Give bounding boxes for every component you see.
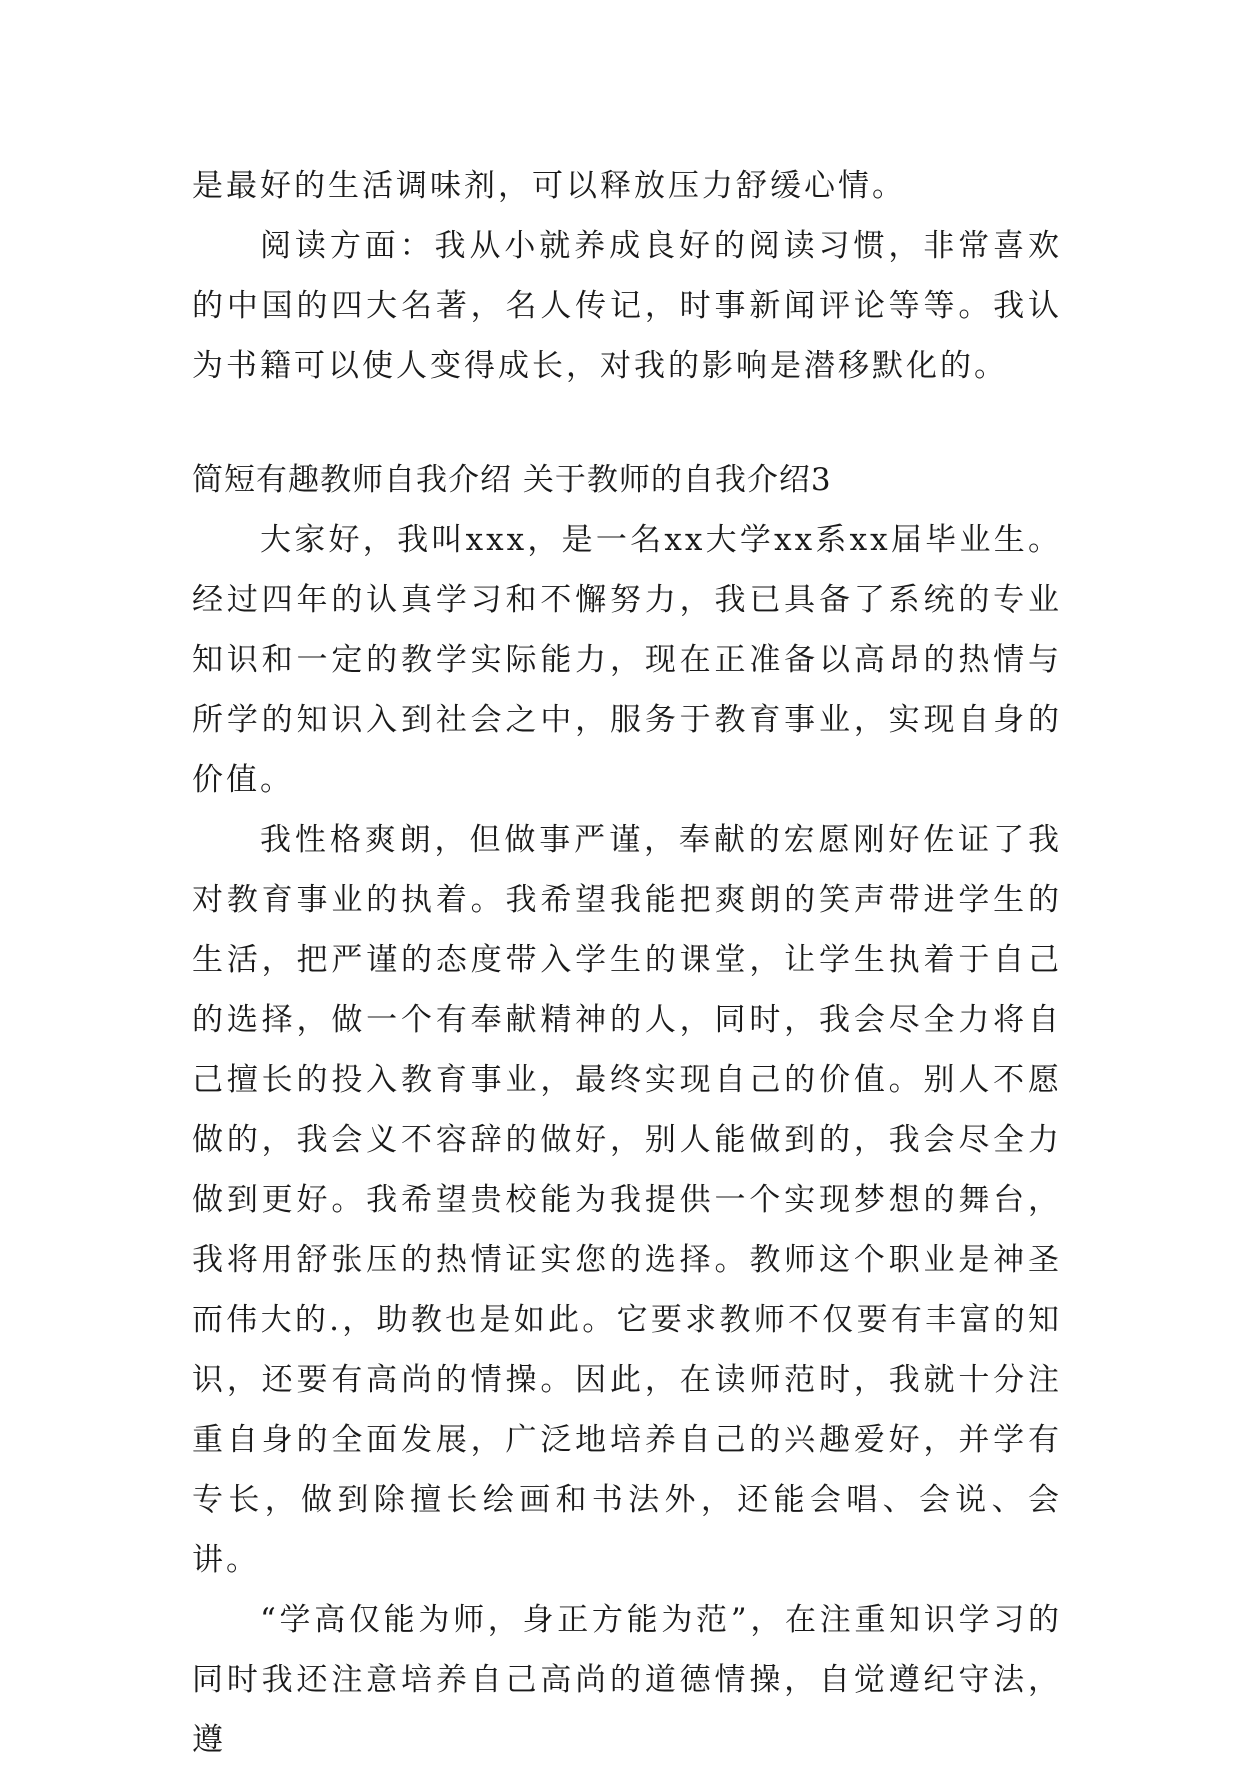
paragraph: “学高仅能为师，身正方能为范”，在注重知识学习的同时我还注意培养自己高尚的道德情操，自觉遵纪守法，遵 bbox=[192, 1602, 1062, 1758]
paragraph: 是最好的生活调味剂，可以释放压力舒缓心情。 bbox=[192, 168, 906, 204]
paragraph: 我性格爽朗，但做事严谨，奉献的宏愿刚好佐证了我对教育事业的执着。我希望我能把爽朗的笑声带进学生的生活，把严谨的态度带入学生的课堂，让学生执着于自己的选择，做一个有奉献精神的人，同时，我会尽全力将自己擅长的投入教育事业，最终实现自己的价值。别人不愿做的，我会义不容辞的做好，别人能做到的，我会尽全力做到更好。我希望贵校能为我提供一个实现梦想的舞台，我将用舒张压的热情证实您的选择。教师这个职业是神圣而伟大的.，助教也是如此。它要求教师不仅要有丰富的知识，还要有高尚的情操。因此，在读师范时，我就十分注重自身的全面发展，广泛地培养自己的兴趣爱好，并学有专长，做到除擅长绘画和书法外，还能会唱、会说、会讲。 bbox=[192, 822, 1062, 1578]
document-body bbox=[192, 156, 1062, 1770]
paragraph: 阅读方面：我从小就养成良好的阅读习惯，非常喜欢的中国的四大名著，名人传记，时事新闻评论等等。我认为书籍可以使人变得成长，对我的影响是潜移默化的。 bbox=[192, 228, 1062, 384]
paragraph: 大家好，我叫xxx，是一名xx大学xx系xx届毕业生。经过四年的认真学习和不懈努力，我已具备了系统的专业知识和一定的教学实际能力，现在正准备以高昂的热情与所学的知识入到社会之中，服务于教育事业，实现自身的价值。 bbox=[192, 522, 1062, 798]
section-heading: 简短有趣教师自我介绍 关于教师的自我介绍3 bbox=[192, 462, 832, 498]
